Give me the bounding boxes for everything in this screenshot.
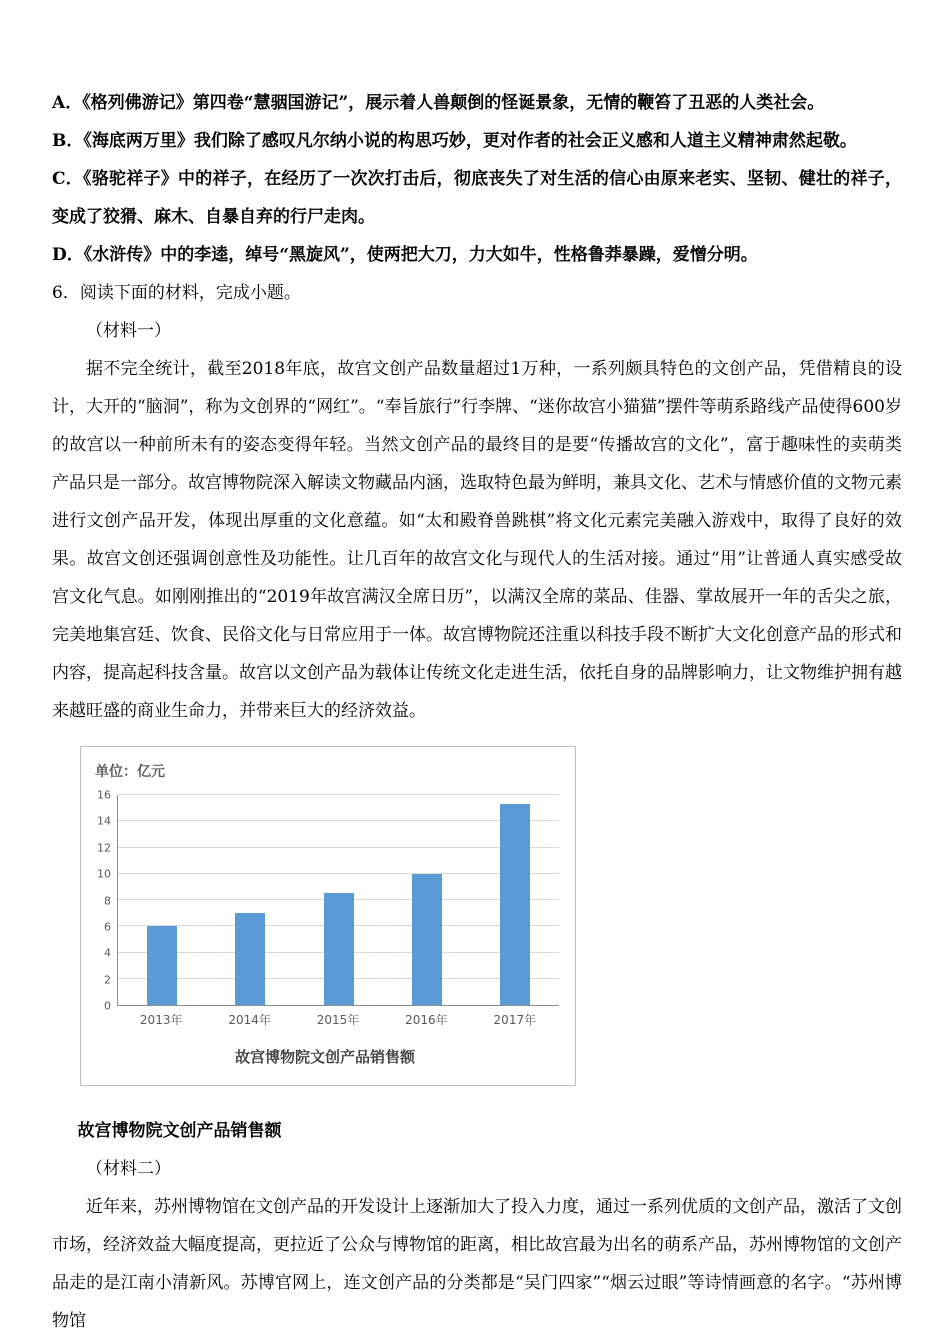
option-c-text: 《骆驼祥子》中的祥子，在经历了一次次打击后，彻底丧失了对生活的信心由原来老实、坚韧、健壮的祥子，变成了狡猾、麻木、自暴自弃的行尸走肉。 bbox=[52, 169, 903, 227]
x-axis-label: 2013年 bbox=[139, 1013, 183, 1027]
bar-cell bbox=[118, 795, 206, 1005]
option-a-text: 《格列佛游记》第四卷“慧骃国游记”，展示着人兽颠倒的怪诞景象，无情的鞭笞了丑恶的人类社会。 bbox=[82, 93, 825, 113]
y-axis-tick-label: 8 bbox=[104, 894, 111, 907]
option-b bbox=[52, 122, 902, 160]
y-axis-tick-label: 2 bbox=[104, 973, 111, 987]
bar-cell bbox=[294, 795, 382, 1005]
bar bbox=[324, 893, 354, 1005]
material-1-paragraph: 据不完全统计，截至2018年底，故宫文创产品数量超过1万种，一系列颇具特色的文创产品，凭借精良的设计，大开的“脑洞”，称为文创界的“网红”。“奉旨旅行”行李牌、“迷你故宫小猫猫”摆件等萌系路线产品使得600岁的故宫以一种前所未有的姿态变得年轻。当然文创产品的最终目的是要“传播故宫的文化”，富于趣味性的卖萌类产品只是一部分。故宫博物院深入解读文物藏品内涵，选取特色最为鲜明，兼具文化、艺术与情感价值的文物元素进行文创产品开发，体现出厚重的文化意蕴。如“太和殿脊兽跳棋”将文化元素完美融入游戏中，取得了良好的效果。故宫文创还强调创意性及功能性。让几百年的故宫文化与现代人的生活对接。通过“用”让普通人真实感受故宫文化气息。如刚刚推出的“2019年故宫满汉全席日历”，以满汉全席的菜品、佳器、掌故展开一年的舌尖之旅，完美地集宫廷、饮食、民俗文化与日常应用于一体。故宫博物院还注重以科技手段不断扩大文化创意产品的形式和内容，提高起科技含量。故宫以文创产品为载体让传统文化走进生活，依托自身的品牌影响力，让文物维护拥有越来越旺盛的商业生命力，并带来巨大的经济效益。 bbox=[52, 359, 902, 721]
option-d-text: 《水浒传》中的李逵，绰号“黑旋风”，使两把大刀，力大如牛，性格鲁莽暴躁，爱憎分明。 bbox=[83, 245, 758, 265]
bar-series bbox=[118, 795, 559, 1005]
option-a bbox=[52, 84, 902, 122]
question-6-stem bbox=[52, 274, 902, 312]
bar bbox=[500, 804, 530, 1005]
x-axis-label: 2017年 bbox=[493, 1013, 537, 1027]
chart-title: 故宫博物院文创产品销售额 bbox=[234, 1048, 415, 1066]
x-axis-label: 2015年 bbox=[316, 1013, 360, 1027]
bar bbox=[235, 913, 265, 1005]
option-d bbox=[52, 236, 902, 274]
y-axis-tick-label: 14 bbox=[97, 814, 111, 828]
chart-plot-area bbox=[91, 788, 559, 1013]
chart-y-axis bbox=[91, 788, 117, 1013]
bar-cell bbox=[206, 795, 294, 1005]
chart-x-axis bbox=[117, 1006, 559, 1028]
y-axis-tick-label: 12 bbox=[97, 841, 111, 855]
option-b-text: 《海底两万里》我们除了感叹凡尔纳小说的构思巧妙，更对作者的社会正义感和人道主义精神肃然起敬。 bbox=[83, 131, 857, 151]
option-d-label: D． bbox=[52, 245, 84, 265]
option-c-label: C． bbox=[52, 169, 84, 189]
material-2-paragraph: 近年来，苏州博物馆在文创产品的开发设计上逐渐加大了投入力度，通过一系列优质的文创产品，激活了文创市场，经济效益大幅度提高，更拉近了公众与博物馆的距离，相比故宫最为出名的萌系产品，苏州博物馆的文创产品走的是江南小清新风。苏博官网上，连文创产品的分类都是“吴门四家”“烟云过眼”等诗情画意的名字。“苏州博物馆 bbox=[52, 1197, 902, 1331]
bar bbox=[412, 874, 442, 1005]
y-axis-tick-label: 0 bbox=[104, 999, 111, 1013]
bar-cell bbox=[383, 795, 471, 1005]
y-axis-tick-label: 6 bbox=[104, 920, 111, 934]
chart-caption: 故宫博物院文创产品销售额 bbox=[77, 1121, 282, 1141]
option-b-label: B． bbox=[52, 131, 84, 151]
option-a-label: A． bbox=[52, 93, 83, 113]
bar-cell bbox=[471, 795, 559, 1005]
question-number: 6． bbox=[52, 283, 80, 303]
y-axis-tick-label: 4 bbox=[104, 946, 111, 960]
x-axis-label: 2014年 bbox=[228, 1013, 271, 1027]
option-c bbox=[52, 160, 902, 236]
material-1-label: （材料一） bbox=[86, 321, 171, 341]
material-2-label: （材料二） bbox=[86, 1159, 171, 1179]
sales-bar-chart bbox=[80, 746, 576, 1086]
chart-plot bbox=[117, 795, 559, 1006]
y-axis-tick-label: 16 bbox=[97, 788, 111, 802]
question-text: 阅读下面的材料，完成小题。 bbox=[79, 283, 301, 303]
bar bbox=[147, 926, 177, 1005]
y-axis-tick-label: 10 bbox=[97, 867, 111, 881]
chart-unit-label: 单位：亿元 bbox=[95, 764, 165, 780]
x-axis-label: 2016年 bbox=[405, 1013, 448, 1027]
